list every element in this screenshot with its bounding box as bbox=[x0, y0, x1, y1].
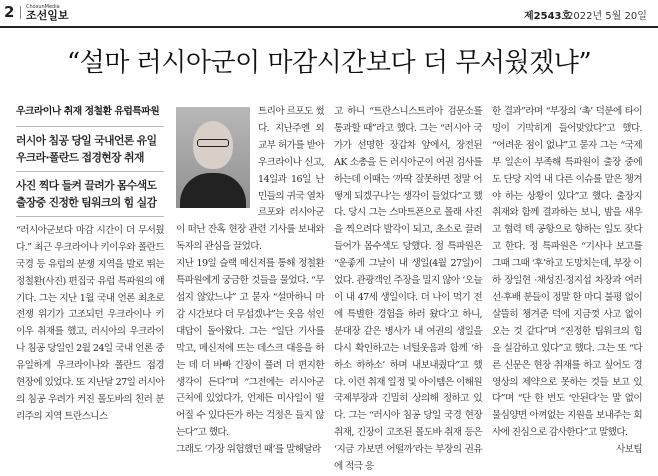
page-number: 2 bbox=[4, 3, 15, 21]
logo-small-text: ChosunMedia bbox=[26, 4, 60, 10]
article-body-2b: 지난 19일 슬랙 메신저를 통해 정철환 특파원에게 궁금한 것들을 물었다. “무섭지 않았느냐” 고 묻자 “설마하니 마감 시간보다 더 무섭겠냐”는 웃음 섞인 대답이 돌아왔다. 그는 “일단 기사를 막고, 메신저에 뜨는 데스크 대응을 하는 데 더 바빠 긴장이 풀려 더 편지한 생각이 든다”며 “그전에는 러시아군 근처에 있었다가, 언제든 미사일이 떨어질 수 있다든가 하는 걱정은 들지 않는다”고 했다. bbox=[176, 258, 324, 439]
deck-divider bbox=[16, 169, 164, 172]
logo-main-text: 조선일보 bbox=[26, 9, 69, 22]
byline: 사보팀 bbox=[615, 444, 642, 456]
page-header bbox=[0, 0, 658, 28]
article-body-4: 한 결과”라며 “부장의 ‘촉’ 덕분에 타이밍이 기막히게 들어맞았다”고 했다. “어려운 점이 없냐”고 묻자 그는 “국제부 일손이 부족해 특파원이 출장 중에도 단당 지역 내 다른 이슈를 맡은 챙겨야 하는 상황이 있다”고 했다. 출장지 취재와 함께 결과하는 보니, 밤을 새우고 협력 텍 공항으로 향하는 일도 잦다고 한다. 정 특파원은 “기사나 보고를 그때 그때 ‘후’하고 도망치는데, 부장 이하 장일현 ·채성진·정지섭 차장과 여러 선·후배 분들이 정말 한 마디 불평 없이 살뜰히 챙겨준 덕에 지금껏 사고 없이 오는 것 같다”며 “진정한 팀워크의 힘을 실감하고 있다”고 했다. 그는 또 “다른 신문은 현장 취재를 하고 싶어도 경영상의 제약으로 못하는 것들 보고 있다”며 “단 한 번도 ‘안된다’는 말 없이 물심양면 아껴없는 지원을 보내주는 회사에 진심으로 감사한다”고 말했다. bbox=[492, 106, 642, 439]
article-body-1: “러시아군보다 마감 시간이 더 무서웠다.” 최근 우크라이나 키이우와 폴란드 국경 등 유럽의 분쟁 지역을 발로 뛰는 정철환(사진) 편집국 유럽 특파원의 얘기다. 그는 지난 1월 국내 언론 최초로 전쟁 위기가 고조되던 우크라이나 키이우 취재를 했고, 러시아의 우크라이나 침공 당일인 2월 24일 국내 언론 중 유일하게 우크라이나와 폴란드 접경 현장에 있었다. 또 지난달 27일 러시아의 침공 우려가 커진 몰도바의 친러 분리주의 지역 트란스니스 bbox=[16, 224, 164, 422]
issue-date: 2022년 5월 20일 bbox=[567, 11, 647, 22]
article-column-2 bbox=[176, 104, 324, 459]
deck-line-1: 러시아 침공 당일 국내언론 유일 우크라·폴란드 접경현장 취재 bbox=[16, 133, 157, 164]
headline: “설마 러시아군이 마감시간보다 더 무서웠겠냐” bbox=[66, 48, 592, 78]
section-label: 우크라이나 취재 정철환 유럽특파원 bbox=[16, 106, 160, 117]
reporter-photo bbox=[176, 107, 250, 208]
deck-line-2: 사진 찍다 들켜 끌려가 몸수색도 출장중 진정한 팀워크의 힘 실감 bbox=[16, 178, 157, 209]
article-body-2c: 그래도 ‘가장 위험했던 때’를 말해달라 bbox=[176, 444, 321, 456]
article-column-3 bbox=[334, 104, 482, 476]
deck-divider bbox=[16, 214, 164, 217]
header-separator bbox=[20, 6, 21, 19]
article-column-4 bbox=[492, 104, 642, 459]
article-column-1 bbox=[16, 104, 164, 426]
glasses-icon bbox=[197, 139, 229, 147]
article-body-2a: 트리아 르포도 썼다. 지난주엔 외교부 허가를 받아 우크라이나 신고, 14일과 16일 난민들의 귀국 열차 르포와 러시아군이 떠난 잔혹 현장 관련 기사를 보내와 독자의 관심을 끌었다. bbox=[176, 106, 324, 253]
photo-shoulders bbox=[180, 173, 246, 208]
newspaper-logo bbox=[26, 4, 86, 22]
issue-number: 제2543호 bbox=[524, 11, 572, 22]
deck-divider bbox=[16, 124, 164, 127]
article-body-3: 고 하니 “트란스니스트리아 검문소를 통과할 때”라고 했다. 그는 “러시아 국가가 선명한 장갑차 앞에서, 장전된 AK 소총을 든 러시아군이 여권 검사를 하는데 이때는 ‘까딱 잘못하면 정말 어떻게 되겠구나’는 생각이 들었다”고 했다. 당시 그는 스마트폰으로 몰래 사진을 찍으려다 발각이 되고, 초소로 끌려들어가 몸수색도 당했다. 정 특파원은 “운좋게 그날이 내 생일(4월 27일)이었다. 관광객인 주장을 밀지 않아 ‘오늘이 내 47세 생일이다. 더 나이 먹기 전에 특별한 경험을 하러 왔다’고 하니, 분대장 같은 병사가 내 여권의 생일을 다시 확인하고는 너털웃음과 함께 ‘하하소 하하소’ 하며 내보내줬다”고 했다. 이런 취재 일정 및 아이템은 이해원 국제부장과 긴밀히 상의해 정하고 있다. 그는 “러시아 침공 당일 국경 현장 취재, 긴장이 고조된 몰도바 취재 등은 ‘지금 가보면 어떨까’라는 부장의 권유에 적극 응 bbox=[334, 106, 482, 473]
